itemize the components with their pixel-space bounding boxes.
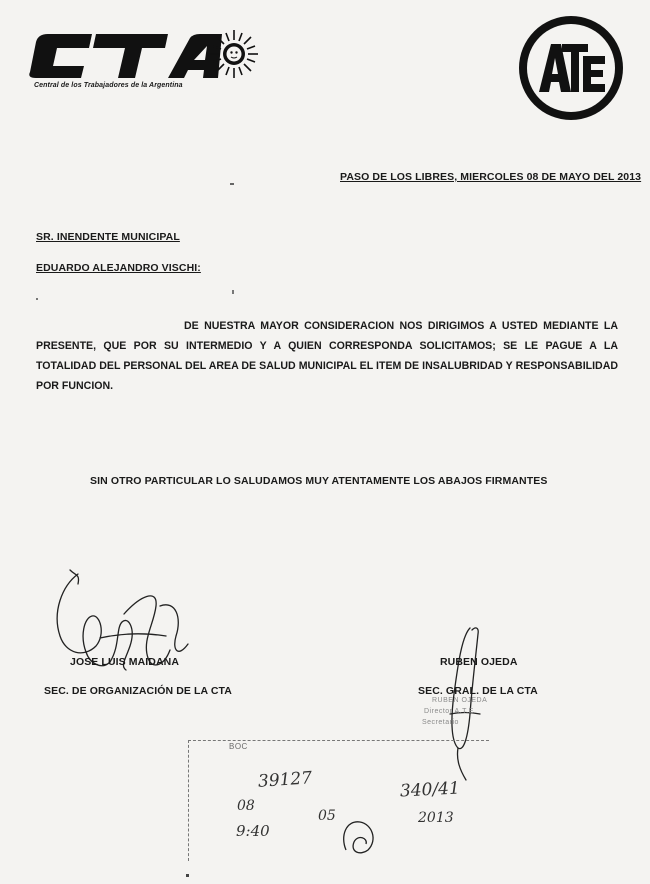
recipient-title: SR. INENDENTE MUNICIPAL <box>36 231 180 243</box>
entry-folio: 340/41 <box>399 778 461 802</box>
scan-speck <box>186 874 189 877</box>
signatory-right-name: RUBEN OJEDA <box>440 656 518 668</box>
entry-year: 2013 <box>418 810 454 826</box>
stamp-line-2: Director A.T.E. <box>424 708 477 715</box>
place-date: PASO DE LOS LIBRES, MIERCOLES 08 DE MAYO DEL 2013 <box>340 171 642 183</box>
recipient-name: EDUARDO ALEJANDRO VISCHI: <box>36 262 201 274</box>
letter-body: DE NUESTRA MAYOR CONSIDERACION NOS DIRIGIMOS A USTED MEDIANTE LA PRESENTE, QUE POR SU INTERMEDIO Y A QUIEN CORRESPONDA SOLICITAMOS; SE LE PAGUE A LA TOTALIDAD DEL PERSONAL DEL AREA DE SALUD MUNICIPAL EL ITEM DE INSALUBRIDAD Y RESPONSABILIDAD POR FUNCION. <box>36 320 618 392</box>
scan-speck <box>36 298 38 300</box>
signatory-left-role: SEC. DE ORGANIZACIÓN DE LA CTA <box>44 685 232 697</box>
entry-number: 39127 <box>257 768 313 792</box>
ate-logo-graphic <box>517 14 625 122</box>
entry-time: 9:40 <box>236 822 270 840</box>
sun-emblem-icon <box>210 30 258 78</box>
official-stamp <box>420 697 520 733</box>
entry-month: 05 <box>318 808 336 824</box>
closing-line: SIN OTRO PARTICULAR LO SALUDAMOS MUY ATENTAMENTE LOS ABAJOS FIRMANTES <box>90 475 548 487</box>
stamp-line-3: Secretario <box>422 719 459 726</box>
entry-day: 08 <box>237 798 255 814</box>
scan-speck <box>232 290 234 294</box>
signatory-right-role: SEC. GRAL. DE LA CTA <box>418 685 538 697</box>
signatory-left-name: JOSE LUIS MAIDANA <box>70 656 180 668</box>
scan-speck <box>230 183 234 185</box>
reception-stamp-code: BOC <box>229 742 248 751</box>
stamp-line-1: RUBEN OJEDA <box>432 697 488 704</box>
initials-scribble <box>336 810 386 860</box>
cta-subtitle: Central de los Trabajadores de la Argentina <box>34 82 183 89</box>
ate-logo <box>517 14 625 122</box>
